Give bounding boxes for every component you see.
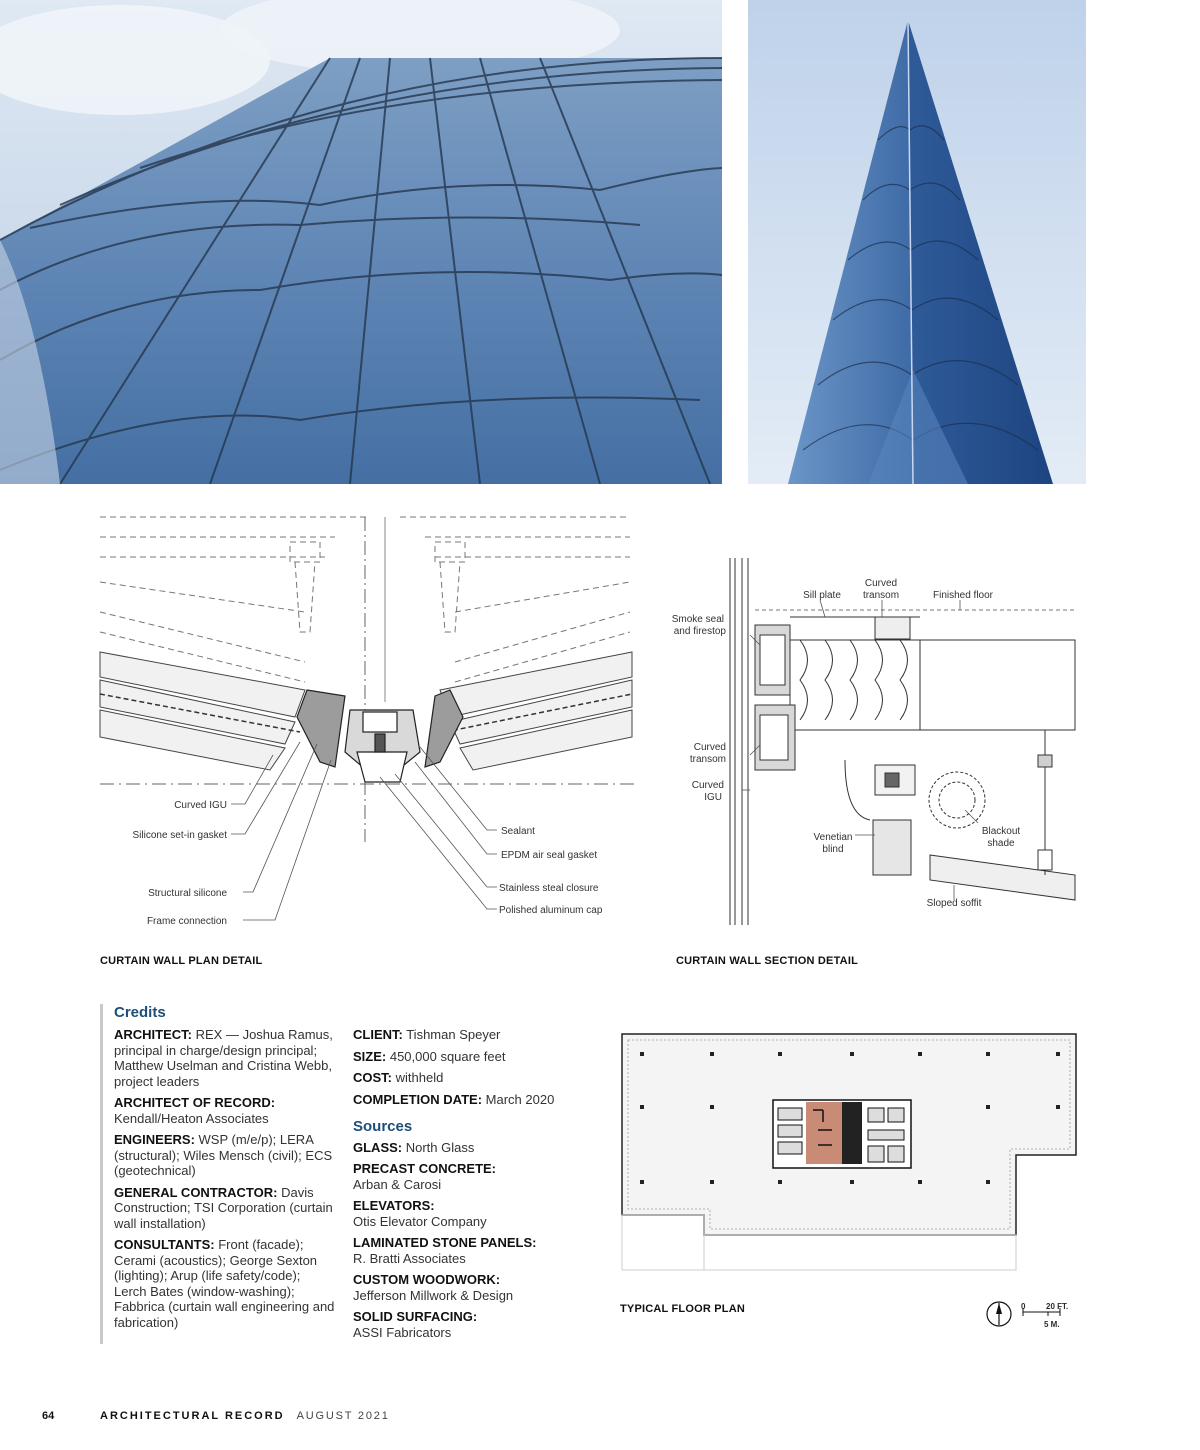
curtain-wall-plan-detail — [95, 512, 640, 932]
credit-entry-architect-of-record: ARCHITECT OF RECORD: Kendall/Heaton Associates — [114, 1095, 276, 1126]
label-curved-igu: Curved IGU — [174, 800, 227, 811]
scale-zero: 0 — [1021, 1302, 1026, 1311]
credit-entry-size: SIZE: 450,000 square feet — [353, 1048, 506, 1064]
label-sloped-soffit: Sloped soffit — [926, 898, 982, 909]
label-smoke-seal-2: and firestop — [673, 626, 726, 637]
credit-entry-cost: COST: withheld — [353, 1070, 444, 1085]
credits-column-1 — [114, 1027, 336, 1336]
label-aluminum-cap: Polished aluminum cap — [499, 905, 603, 916]
label-finished-floor: Finished floor — [932, 590, 994, 601]
facade-photo-upward — [0, 0, 722, 484]
credit-entry-client: CLIENT: Tishman Speyer — [353, 1027, 501, 1042]
credits-heading: Credits — [114, 1004, 166, 1021]
label-curved-transom-1: Curved — [693, 742, 726, 753]
page-number: 64 — [42, 1410, 55, 1422]
credits-sidebar-rule — [100, 1004, 103, 1344]
label-curved-igu-2: IGU — [704, 792, 722, 803]
typical-floor-plan — [618, 1030, 1083, 1280]
curtain-wall-section-detail — [660, 555, 1080, 935]
label-venetian-2: blind — [822, 844, 844, 855]
scale-feet: 20 FT. — [1046, 1302, 1069, 1311]
label-sill-plate: Sill plate — [803, 590, 841, 601]
source-entry-stone-panels: LAMINATED STONE PANELS: R. Bratti Associates — [353, 1235, 537, 1266]
publication-name: ARCHITECTURAL RECORD — [100, 1410, 285, 1422]
sources-heading: Sources — [353, 1118, 413, 1135]
publication-footer — [100, 1410, 390, 1422]
label-venetian-1: Venetian — [813, 832, 853, 843]
label-curved-transom-top-1: Curved — [864, 578, 898, 589]
caption-section-detail: CURTAIN WALL SECTION DETAIL — [676, 955, 859, 967]
label-sealant: Sealant — [501, 826, 535, 837]
tower-corner-photo — [748, 0, 1086, 484]
label-curved-transom-top-2: transom — [862, 590, 900, 601]
credit-entry-engineers: ENGINEERS: WSP (m/e/p); LERA (structural); Wiles Mensch (civil); ECS (geotechnical) — [114, 1132, 333, 1178]
credit-entry-consultants: CONSULTANTS: Front (facade); Cerami (acoustics); George Sexton (lighting); Arup (life safety/code); Lerch Bates (window-washing); Fabbrica (curtain wall engineering and fabrication) — [114, 1237, 335, 1330]
label-smoke-seal-1: Smoke seal — [671, 614, 724, 625]
source-entry-woodwork: CUSTOM WOODWORK: Jefferson Millwork & Design — [353, 1272, 514, 1303]
label-silicone-gasket: Silicone set-in gasket — [132, 830, 227, 841]
label-blackout-1: Blackout — [981, 826, 1021, 837]
north-arrow-icon — [985, 1300, 1013, 1328]
credit-entry-completion: COMPLETION DATE: March 2020 — [353, 1091, 555, 1107]
credit-entry-general-contractor: GENERAL CONTRACTOR: Davis Construction; TSI Corporation (curtain wall installation) — [114, 1184, 333, 1231]
credits-column-2 — [353, 1027, 583, 1346]
source-entry-glass: GLASS: North Glass — [353, 1139, 475, 1155]
label-blackout-2: shade — [987, 838, 1015, 849]
caption-plan-detail: CURTAIN WALL PLAN DETAIL — [100, 955, 263, 967]
label-frame-connection: Frame connection — [146, 916, 227, 927]
scale-meters: 5 M. — [1044, 1320, 1060, 1329]
label-epdm-gasket: EPDM air seal gasket — [501, 850, 598, 861]
caption-floor-plan: TYPICAL FLOOR PLAN — [620, 1303, 746, 1315]
source-entry-elevators: ELEVATORS: Otis Elevator Company — [353, 1198, 487, 1229]
issue-date: AUGUST 2021 — [296, 1410, 390, 1422]
credit-entry-architect: ARCHITECT: REX — Joshua Ramus, principal in charge/design principal; Matthew Uselman and Cristina Webb, project leaders — [114, 1027, 333, 1089]
label-curved-igu-1: Curved — [691, 780, 724, 791]
source-entry-precast: PRECAST CONCRETE: Arban & Carosi — [353, 1161, 497, 1192]
label-stainless-closure: Stainless steal closure — [499, 883, 599, 894]
label-curved-transom-2: transom — [689, 754, 726, 765]
label-structural-silicone: Structural silicone — [148, 888, 227, 899]
source-entry-surfacing: SOLID SURFACING: ASSI Fabricators — [353, 1309, 478, 1340]
